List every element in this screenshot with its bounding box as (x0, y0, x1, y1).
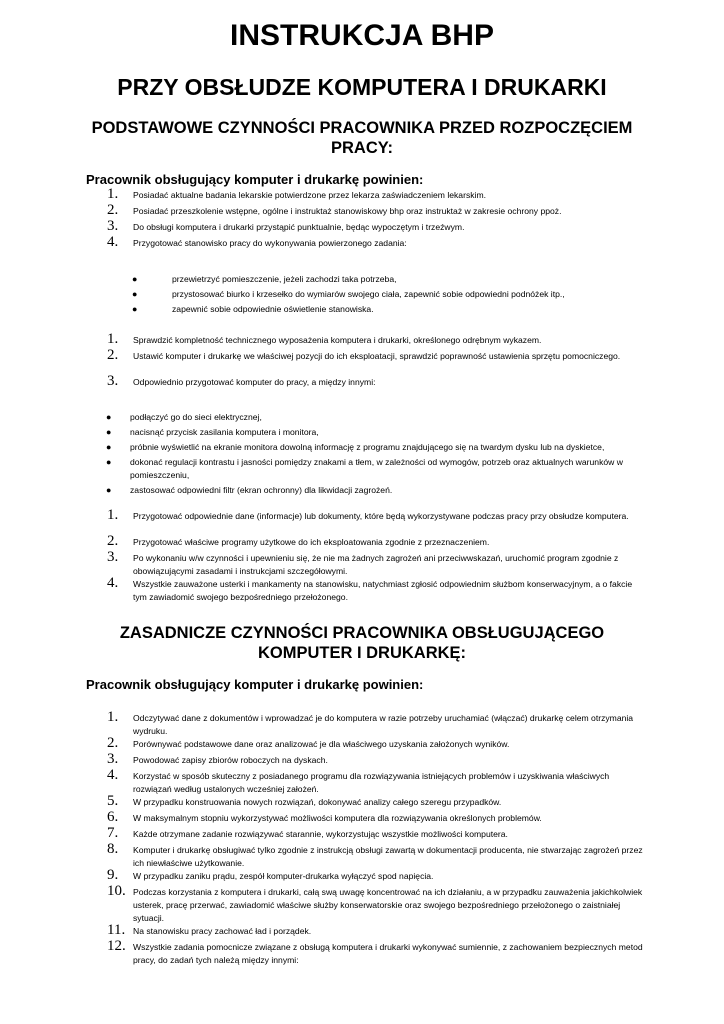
list-item (100, 549, 645, 578)
list-number: 1. (107, 331, 119, 347)
list-number: 12. (107, 938, 126, 954)
list-text: Na stanowisku pracy zachować ład i porządek. (133, 926, 312, 936)
list-text: Posiadać aktualne badania lekarskie potwierdzone przez lekarza zaświadczeniem lekarskim. (133, 190, 486, 200)
bullet-item (106, 411, 640, 426)
bullet-icon: ● (132, 289, 138, 299)
list-item (100, 331, 645, 350)
document-title: INSTRUKCJA BHP (230, 19, 494, 52)
list-number: 9. (107, 867, 119, 883)
list-number: 3. (107, 751, 119, 767)
list-item (100, 867, 645, 886)
list-number: 3. (107, 549, 119, 565)
list-number: 5. (107, 793, 119, 809)
list-number: 4. (107, 575, 119, 591)
section1-list-b (100, 331, 645, 392)
list-item (100, 186, 645, 205)
bullet-item (106, 484, 640, 499)
list-item (100, 841, 645, 870)
list-text: Korzystać w sposób skuteczny z posiadanego programu dla rozwiązywania istniejących problemów i uzyskiwania właściwych rozwiązań według ustalonych wcześniej założeń. (133, 771, 610, 794)
list-text: Do obsługi komputera i drukarki przystąpić punktualnie, będąc wypoczętym i trzeźwym. (133, 222, 465, 232)
list-item (100, 709, 645, 738)
section2-heading-line1: ZASADNICZE CZYNNOŚCI PRACOWNIKA OBSŁUGUJĄCEGO (119, 624, 605, 642)
bullet-item (132, 273, 642, 288)
list-number: 4. (107, 767, 119, 783)
bullet-text: nacisnąć przycisk zasilania komputera i monitora, (130, 427, 319, 437)
bullet-text: próbnie wyświetlić na ekranie monitora dowolną informację z programu znajdującego się na twardym dysku lub na dyskietce, (130, 442, 605, 452)
section2-heading-line2: KOMPUTER I DRUKARKĘ: (257, 644, 467, 662)
list-item (100, 202, 645, 221)
list-text: Odczytywać dane z dokumentów i wprowadzać je do komputera w razie potrzeby uruchamiać (włączać) drukarkę celem otrzymania wydruku. (133, 713, 634, 736)
section2-heading (60, 623, 664, 663)
bullet-icon: ● (106, 442, 112, 452)
list-item (100, 793, 645, 812)
list-number: 3. (107, 373, 119, 389)
list-text: Po wykonaniu w/w czynności i upewnieniu się, że nie ma żadnych zagrożeń ani przeciwwskazań, uruchomić program zgodnie z obowiązującymi zasadami i instrukcjami szczegółowymi. (133, 553, 619, 576)
bullet-item (106, 426, 640, 441)
list-item (100, 751, 645, 770)
list-item (100, 218, 645, 237)
list-text: Posiadać przeszkolenie wstępne, ogólne i instruktaż stanowiskowy bhp oraz instruktaż w zakresie ochrony ppoż. (133, 206, 562, 216)
list-item (100, 809, 645, 828)
list-number: 2. (107, 735, 119, 751)
list-number: 1. (107, 709, 119, 725)
bullet-icon: ● (132, 304, 138, 314)
list-number: 1. (107, 186, 119, 202)
list-number: 8. (107, 841, 119, 857)
list-number: 7. (107, 825, 119, 841)
bullet-icon: ● (132, 274, 138, 284)
list-number: 10. (107, 883, 126, 899)
list-item (100, 373, 645, 392)
bullet-icon: ● (106, 412, 112, 422)
list-item (100, 767, 645, 796)
list-text: Sprawdzić kompletność technicznego wyposażenia komputera i drukarki, określonego odrębnym wykazem. (133, 335, 542, 345)
list-number: 3. (107, 218, 119, 234)
bullet-text: zastosować odpowiedni filtr (ekran ochronny) dla likwidacji zagrożeń. (130, 485, 393, 495)
section2-lead: Pracownik obsługujący komputer i drukarkę powinien: (86, 677, 424, 692)
list-text: Komputer i drukarkę obsługiwać tylko zgodnie z instrukcją obsługi zawartą w dokumentacji producenta, nie stwarzając zagrożeń przez ich niewłaściwe użytkowanie. (133, 845, 643, 868)
bullet-text: dokonać regulacji kontrastu i jasności pomiędzy znakami a tłem, w zależności od wymogów, potrzeb oraz aktualnych warunków w pomieszczeniu, (130, 457, 623, 480)
bullet-icon: ● (106, 427, 112, 437)
bullet-icon: ● (106, 457, 112, 467)
list-item (100, 735, 645, 754)
list-number: 2. (107, 533, 119, 549)
section2-list (100, 709, 645, 967)
list-text: Podczas korzystania z komputera i drukarki, całą swą uwagę koncentrować na ich działaniu, a w przypadku zauważenia jakichkolwiek usterek, pracę przerwać, zawiadomić właściwe służby konserwatorskie oraz swojego bezpośredniego przełożonego o zaistniałej sytuacji. (133, 887, 643, 923)
list-number: 11. (107, 922, 126, 938)
list-number: 1. (107, 507, 119, 523)
section1-heading (60, 118, 664, 158)
list-item (100, 533, 645, 552)
list-text: W przypadku zaniku prądu, zespół komputer-drukarka wyłączyć spod napięcia. (133, 871, 434, 881)
list-text: Wszystkie zauważone usterki i mankamenty na stanowisku, natychmiast zgłosić odpowiednim służbom konserwacyjnym, a o fakcie tym zawiadomić swojego bezpośredniego przełożonego. (133, 579, 633, 602)
list-item (100, 507, 645, 536)
list-text: Przygotować stanowisko pracy do wykonywania powierzonego zadania: (133, 238, 407, 248)
list-text: Wszystkie zadania pomocnicze związane z obsługą komputera i drukarki wykonywać sumiennie, z zachowaniem bezpiecznych metod pracy, do zadań tych należą między innymi: (133, 942, 643, 965)
bullet-text: podłączyć go do sieci elektrycznej, (130, 412, 262, 422)
section1-heading-line2: PRACY: (330, 139, 394, 157)
list-item (100, 347, 645, 376)
list-number: 6. (107, 809, 119, 825)
bullet-icon: ● (106, 485, 112, 495)
list-text: Odpowiednio przygotować komputer do pracy, a między innymi: (133, 377, 376, 387)
list-text: Powodować zapisy zbiorów roboczych na dyskach. (133, 755, 328, 765)
bullet-text: zapewnić sobie odpowiednie oświetlenie stanowiska. (172, 304, 374, 314)
list-text: Porównywać podstawowe dane oraz analizować je dla właściwego uzyskania założonych wyników. (133, 739, 510, 749)
section1-lead: Pracownik obsługujący komputer i drukarkę powinien: (86, 172, 424, 187)
list-item (100, 922, 645, 941)
section1-bullets-b (106, 411, 640, 499)
section1-bullets-a (132, 273, 642, 318)
section1-heading-line1: PODSTAWOWE CZYNNOŚCI PRACOWNIKA PRZED ROZPOCZĘCIEM (91, 119, 633, 137)
list-item (100, 575, 645, 604)
list-number: 2. (107, 347, 119, 363)
list-text: W przypadku konstruowania nowych rozwiązań, dokonywać analizy całego szeregu przypadków. (133, 797, 502, 807)
document-subtitle: PRZY OBSŁUDZE KOMPUTERA I DRUKARKI (117, 74, 607, 100)
list-item (100, 825, 645, 844)
list-text: Przygotować właściwe programy użytkowe do ich eksploatowania zgodnie z przeznaczeniem. (133, 537, 490, 547)
list-text: Przygotować odpowiednie dane (informacje) lub dokumenty, które będą wykorzystywane podczas pracy przy obsłudze komputera. (133, 511, 629, 521)
bullet-item (106, 456, 640, 484)
list-number: 2. (107, 202, 119, 218)
list-text: Ustawić komputer i drukarkę we właściwej pozycji do ich eksploatacji, sprawdzić poprawność ustawienia sprzętu pomocniczego. (133, 351, 621, 361)
bullet-text: przystosować biurko i krzesełko do wymiarów swojego ciała, zapewnić sobie odpowiedni podnóżek itp., (172, 289, 565, 299)
list-item (100, 234, 645, 253)
bullet-item (106, 441, 640, 456)
section1-list-c (100, 507, 645, 604)
bullet-text: przewietrzyć pomieszczenie, jeżeli zachodzi taka potrzeba, (172, 274, 397, 284)
list-item (100, 883, 645, 925)
bullet-item (132, 288, 642, 303)
bullet-item (132, 303, 642, 318)
section1-list-a (100, 186, 645, 253)
list-text: W maksymalnym stopniu wykorzystywać możliwości komputera dla rozwiązywania określonych problemów. (133, 813, 542, 823)
list-text: Każde otrzymane zadanie rozwiązywać starannie, wykorzystując wszystkie możliwości komputera. (133, 829, 508, 839)
list-number: 4. (107, 234, 119, 250)
list-item (100, 938, 645, 967)
